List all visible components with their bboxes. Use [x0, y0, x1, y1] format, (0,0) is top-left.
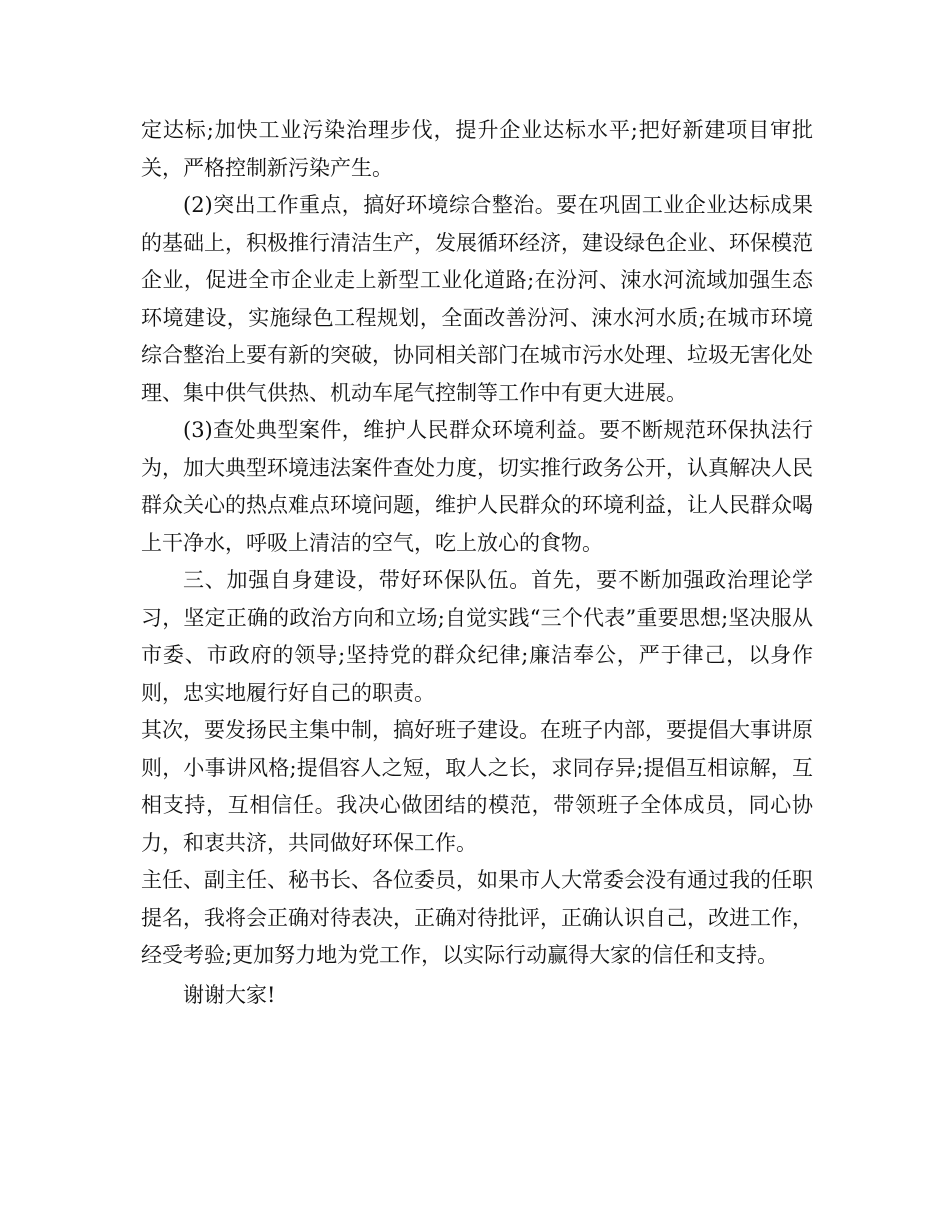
paragraph-2: (2)突出工作重点，搞好环境综合整治。要在巩固工业企业达标成果的基础上，积极推行清洁生产，发展循环经济，建设绿色企业、环保模范企业，促进全市企业走上新型工业化道路;在汾河、涑水河流域加强生态环境建设，实施绿色工程规划，全面改善汾河、涑水河水质;在城市环境综合整治上要有新的突破，协同相关部门在城市污水处理、垃圾无害化处理、集中供气供热、机动车尾气控制等工作中有更大进展。 — [141, 193, 813, 405]
document-body — [141, 112, 813, 1014]
paragraph-1: 定达标;加快工业污染治理步伐，提升企业达标水平;把好新建项目审批关，严格控制新污染产生。 — [141, 118, 813, 180]
paragraph-3: (3)查处典型案件，维护人民群众环境利益。要不断规范环保执法行为，加大典型环境违法案件查处力度，切实推行政务公开，认真解决人民群众关心的热点难点环境问题，维护人民群众的环境利益，让人民群众喝上干净水，呼吸上清洁的空气，吃上放心的食物。 — [141, 418, 813, 555]
paragraph-5: 其次，要发扬民主集中制，搞好班子建设。在班子内部，要提倡大事讲原则，小事讲风格;提倡容人之短，取人之长，求同存异;提倡互相谅解，互相支持，互相信任。我决心做团结的模范，带领班子全体成员，同心协力，和衷共济，共同做好环保工作。 — [141, 718, 813, 855]
paragraph-6: 主任、副主任、秘书长、各位委员，如果市人大常委会没有通过我的任职提名，我将会正确对待表决，正确对待批评，正确认识自己，改进工作，经受考验;更加努力地为党工作，以实际行动赢得大家的信任和支持。 — [141, 868, 813, 967]
paragraph-4: 三、加强自身建设，带好环保队伍。首先，要不断加强政治理论学习，坚定正确的政治方向和立场;自觉实践“三个代表”重要思想;坚决服从市委、市政府的领导;坚持党的群众纪律;廉洁奉公，严于律己，以身作则，忠实地履行好自己的职责。 — [141, 568, 813, 705]
closing-thanks: 谢谢大家! — [183, 982, 276, 1007]
